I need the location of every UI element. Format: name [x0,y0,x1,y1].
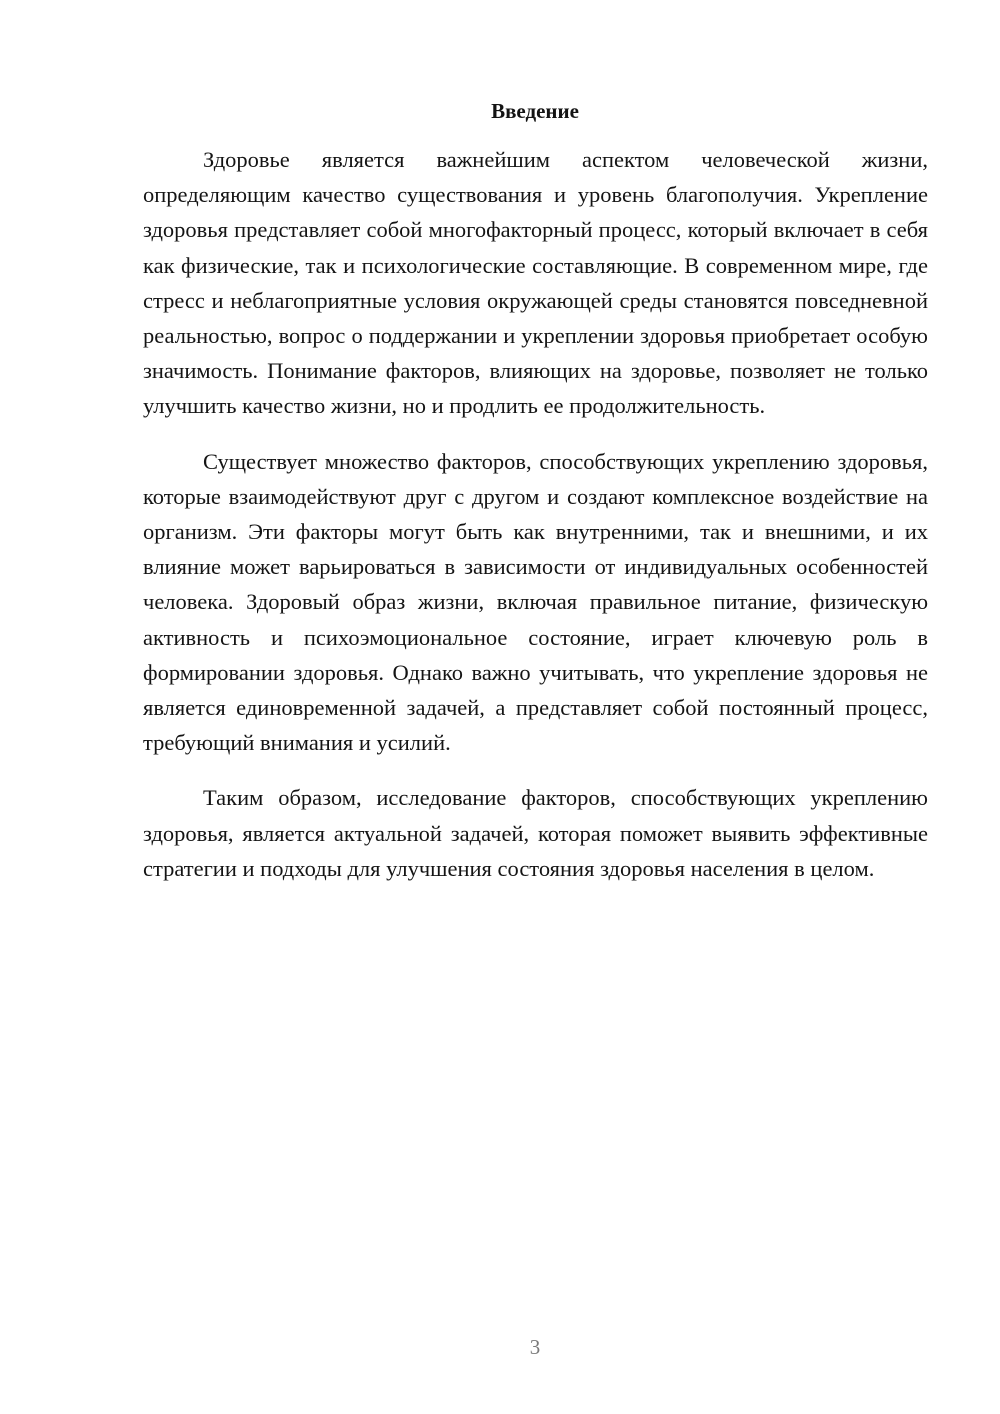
page-title: Введение [491,99,579,123]
page-number: 3 [529,1335,541,1359]
body-text [143,142,928,906]
paragraph-2: Существует множество факторов, способствующих укреплению здоровья, которые взаимодействуют друг с другом и создают комплексное воздействие на организм. Эти факторы могут быть как внутренними, так и внешними, и их влияние может варьироваться в зависимости от индивидуальных особенностей человека. Здоровый образ жизни, включая правильное питание, физическую активность и психоэмоциональное состояние, играет ключевую роль в формировании здоровья. Однако важно учитывать, что укрепление здоровья не является единовременной задачей, а представляет собой постоянный процесс, требующий внимания и усилий. [143,448,928,756]
paragraph-3: Таким образом, исследование факторов, способствующих укреплению здоровья, является актуальной задачей, которая поможет выявить эффективные стратегии и подходы для улучшения состояния здоровья населения в целом. [143,785,928,881]
paragraph-1: Здоровье является важнейшим аспектом человеческой жизни, определяющим качество существования и уровень благополучия. Укрепление здоровья представляет собой многофакторный процесс, который включает в себя как физические, так и психологические составляющие. В современном мире, где стресс и неблагоприятные условия окружающей среды становятся повседневной реальностью, вопрос о поддержании и укреплении здоровья приобретает особую значимость. Понимание факторов, влияющих на здоровье, позволяет не только улучшить качество жизни, но и продлить ее продолжительность. [143,147,928,419]
